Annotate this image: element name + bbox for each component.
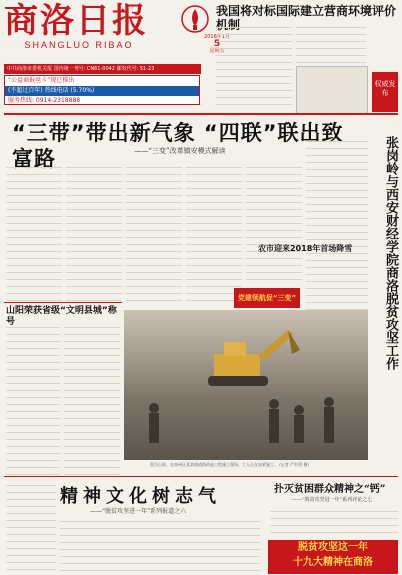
- torch-logo-icon: [180, 4, 210, 34]
- article-text-block: [296, 22, 366, 64]
- bottom-subhead: ——“脱贫攻坚进一年”系列报道之六: [90, 508, 187, 515]
- article-text-block: [306, 136, 368, 326]
- bottom-ad-line-2: 十九大精神在商洛: [293, 557, 373, 568]
- article-text-block: [126, 162, 182, 302]
- photo-caption: 图为日前，在商州区某某镇道路改造工程施工现场，工人正在加紧施工。 (记者 严有贵 摄): [150, 462, 309, 467]
- left-headline: 山阳荣获省级“文明县城”称号: [6, 306, 117, 327]
- construction-photo: [124, 310, 368, 460]
- ad-line-1: “公益商报丝卡”现已推出: [8, 77, 75, 84]
- article-text-block: [60, 516, 260, 572]
- divider: [4, 302, 122, 303]
- newspaper-title: 商洛日报: [4, 1, 148, 41]
- masthead: [4, 2, 194, 62]
- authority-badge: 权威发布: [372, 72, 398, 112]
- excavator-icon: [194, 320, 304, 390]
- article-text-block: [186, 162, 242, 302]
- article-text-block: [6, 162, 62, 302]
- vertical-headline: 张岗岭与西安财经学院商洛脱贫攻坚工作: [383, 136, 398, 370]
- article-text-block: [246, 162, 302, 282]
- top-ad: [4, 75, 200, 105]
- article-text-block: [6, 322, 60, 476]
- publication-info-bar: 中共商洛市委机关报 国内统一刊号: CN61-0042 邮发代号: 51-23: [4, 64, 201, 74]
- divider: [4, 476, 398, 477]
- article-text-block: [64, 322, 120, 476]
- bottom-ad-line-1: 脱贫攻坚这一年: [298, 542, 368, 553]
- ad-line-2: (不超过百年) 热线电话 (5.70%): [5, 86, 199, 96]
- article-text-block: [216, 22, 292, 110]
- date-weekday: 星期五: [209, 48, 225, 54]
- party-building-tag: 党建领航促“三变”: [234, 288, 300, 308]
- main-subhead: ——“三变”改革镇安模式解读: [134, 147, 226, 155]
- bottom-ad-banner: [268, 540, 398, 574]
- bottom-headline: 精神文化树志气: [60, 486, 221, 507]
- ad-line-3: 服务热线: 0914-2318888: [8, 97, 81, 104]
- right-mid-headline: 农市迎来2018年首场降雪: [258, 244, 353, 253]
- article-text-block: [6, 480, 56, 572]
- right-top-headline: 我国将对标国际建立营商环境评价机制: [216, 4, 397, 32]
- article-text-block: [270, 506, 398, 538]
- divider: [4, 113, 398, 115]
- date-month: 2018年1月: [204, 34, 230, 40]
- workers-silhouette-icon: [124, 390, 368, 460]
- date-day: 5: [213, 39, 221, 49]
- article-text-block: [66, 162, 122, 302]
- newspaper-pinyin: SHANGLUO RIBAO: [24, 40, 134, 50]
- map-figure: [296, 66, 368, 114]
- bottom-right-headline: 扑灭贫困群众精神之“钙”: [274, 484, 386, 495]
- bottom-right-subhead: ——“脱贫攻坚进一年”系列评论之七: [292, 497, 373, 503]
- main-headline: “三带”带出新气象 “四联”联出致富路: [12, 121, 344, 171]
